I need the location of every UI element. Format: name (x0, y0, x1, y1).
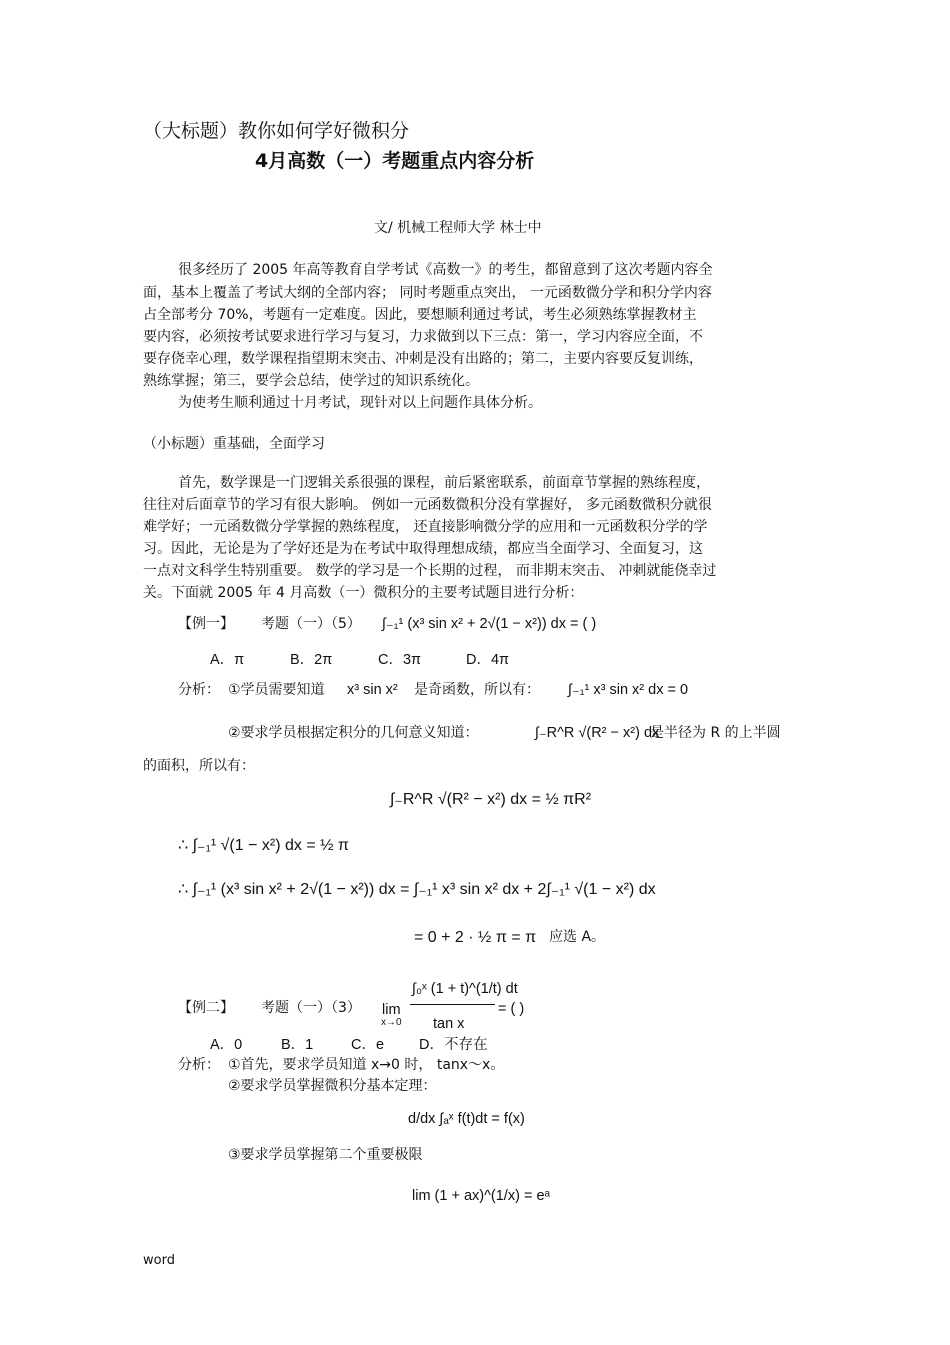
intro-line: 面，基本上覆盖了考试大纲的全部内容； 同时考题重点突出， 一元函数微分学和积分学内容 (143, 285, 712, 301)
analysis-step: 是奇函数，所以有： (414, 682, 540, 698)
byline: 文/ 机械工程师大学 林士中 (374, 220, 542, 236)
analysis-expression: x³ sin x² (347, 682, 398, 698)
analysis-step: ②要求学员掌握微积分基本定理： (228, 1078, 437, 1094)
option: B．2π (290, 652, 333, 668)
intro-line: 要内容，必须按考试要求进行学习与复习，力求做到以下三点：第一，学习内容应全面，不 (143, 329, 703, 345)
example-source: 考题（一）（3） (261, 1000, 361, 1016)
analysis-label: 分析： (178, 682, 220, 698)
section-line: 习。因此，无论是为了学好还是为在考试中取得理想成绩，都应当全面学习、全面复习，这 (143, 541, 703, 557)
footer-word: word (143, 1253, 175, 1268)
limit-operator: lim (382, 1002, 401, 1018)
intro-line: 为使考生顺利通过十月考试，现针对以上问题作具体分析。 (178, 395, 542, 411)
option: B．1 (281, 1037, 314, 1053)
analysis-result: ∫₋₁¹ x³ sin x² dx = 0 (568, 682, 689, 698)
equation: d/dx ∫ₐˣ f(t)dt = f(x) (408, 1111, 525, 1127)
option: A．π (210, 652, 245, 668)
intro-line: 要存侥幸心理，数学课程指望期末突击、冲刺是没有出路的；第二，主要内容要反复训练， (143, 351, 703, 367)
page-subtitle: 4月高数（一）考题重点内容分析 (255, 150, 535, 172)
answer: 应选 A。 (549, 929, 606, 945)
fraction-bar (410, 1004, 495, 1005)
intro-line: 占全部考分 70%，考题有一定难度。因此，要想顺利通过考试，考生必须熟练掌握教材主 (143, 307, 697, 323)
analysis-expression: ∫₋R^R √(R² − x²) dx (535, 725, 660, 741)
equation: lim (1 + ax)^(1/x) = eᵃ (412, 1188, 550, 1204)
intro-line: 很多经历了 2005 年高等教育自学考试《高数一》的考生，都留意到了这次考题内容全 (178, 262, 713, 278)
equation: = 0 + 2 · ½ π = π (414, 929, 537, 946)
analysis-step: ①首先，要求学员知道 x→0 时， tanx～x。 (228, 1057, 505, 1073)
option: C．e (351, 1037, 385, 1053)
example-label: 【例一】 (178, 616, 234, 632)
example-tail: = ( ) (498, 1001, 525, 1017)
analysis-step: ②要求学员根据定积分的几何意义知道： (228, 725, 479, 741)
section-line: 关。下面就 2005 年 4 月高数（一）微积分的主要考试题目进行分析： (143, 585, 584, 601)
equation: ∫₋R^R √(R² − x²) dx = ½ πR² (390, 791, 592, 808)
analysis-step: ①学员需要知道 (228, 682, 325, 698)
analysis-label: 分析： (178, 1057, 220, 1073)
page-title: （大标题）教你如何学好微积分 (143, 120, 410, 142)
option: A．0 (210, 1037, 243, 1053)
analysis-step: 的面积，所以有： (143, 758, 255, 774)
analysis-step: ③要求学员掌握第二个重要极限 (228, 1147, 423, 1163)
section-line: 首先，数学课是一门逻辑关系很强的课程，前后紧密联系，前面章节掌握的熟练程度， (178, 475, 710, 491)
example-source: 考题（一）（5） (261, 616, 361, 632)
example-expression: ∫₋₁¹ (x³ sin x² + 2√(1 − x²)) dx = ( ) (382, 616, 597, 632)
limit-subscript: x→0 (381, 1017, 402, 1028)
fraction-denominator: tan x (433, 1016, 465, 1032)
section-line: 难学好；一元函数微分学掌握的熟练程度， 还直接影响微分学的应用和一元函数积分学的学 (143, 519, 708, 535)
equation: ∴ ∫₋₁¹ (x³ sin x² + 2√(1 − x²)) dx = ∫₋₁¹ x³ sin x² dx + 2∫₋₁¹ √(1 − x²) dx (178, 881, 656, 898)
example-label: 【例二】 (178, 1000, 234, 1016)
section-line: 一点对文科学生特别重要。 数学的学习是一个长期的过程， 而非期末突击、 冲刺就能侥幸过 (143, 563, 717, 579)
option: D．4π (466, 652, 510, 668)
option: C．3π (378, 652, 422, 668)
intro-line: 熟练掌握；第三，要学会总结，使学过的知识系统化。 (143, 373, 479, 389)
option: D．不存在 (419, 1037, 488, 1053)
fraction-numerator: ∫₀ˣ (1 + t)^(1/t) dt (412, 981, 518, 997)
analysis-step: 是半径为 R 的上半圆 (650, 725, 781, 741)
section-heading: （小标题）重基础，全面学习 (143, 436, 325, 452)
equation: ∴ ∫₋₁¹ √(1 − x²) dx = ½ π (178, 837, 349, 854)
section-line: 往往对后面章节的学习有很大影响。 例如一元函数微积分没有掌握好， 多元函数微积分就很 (143, 497, 712, 513)
